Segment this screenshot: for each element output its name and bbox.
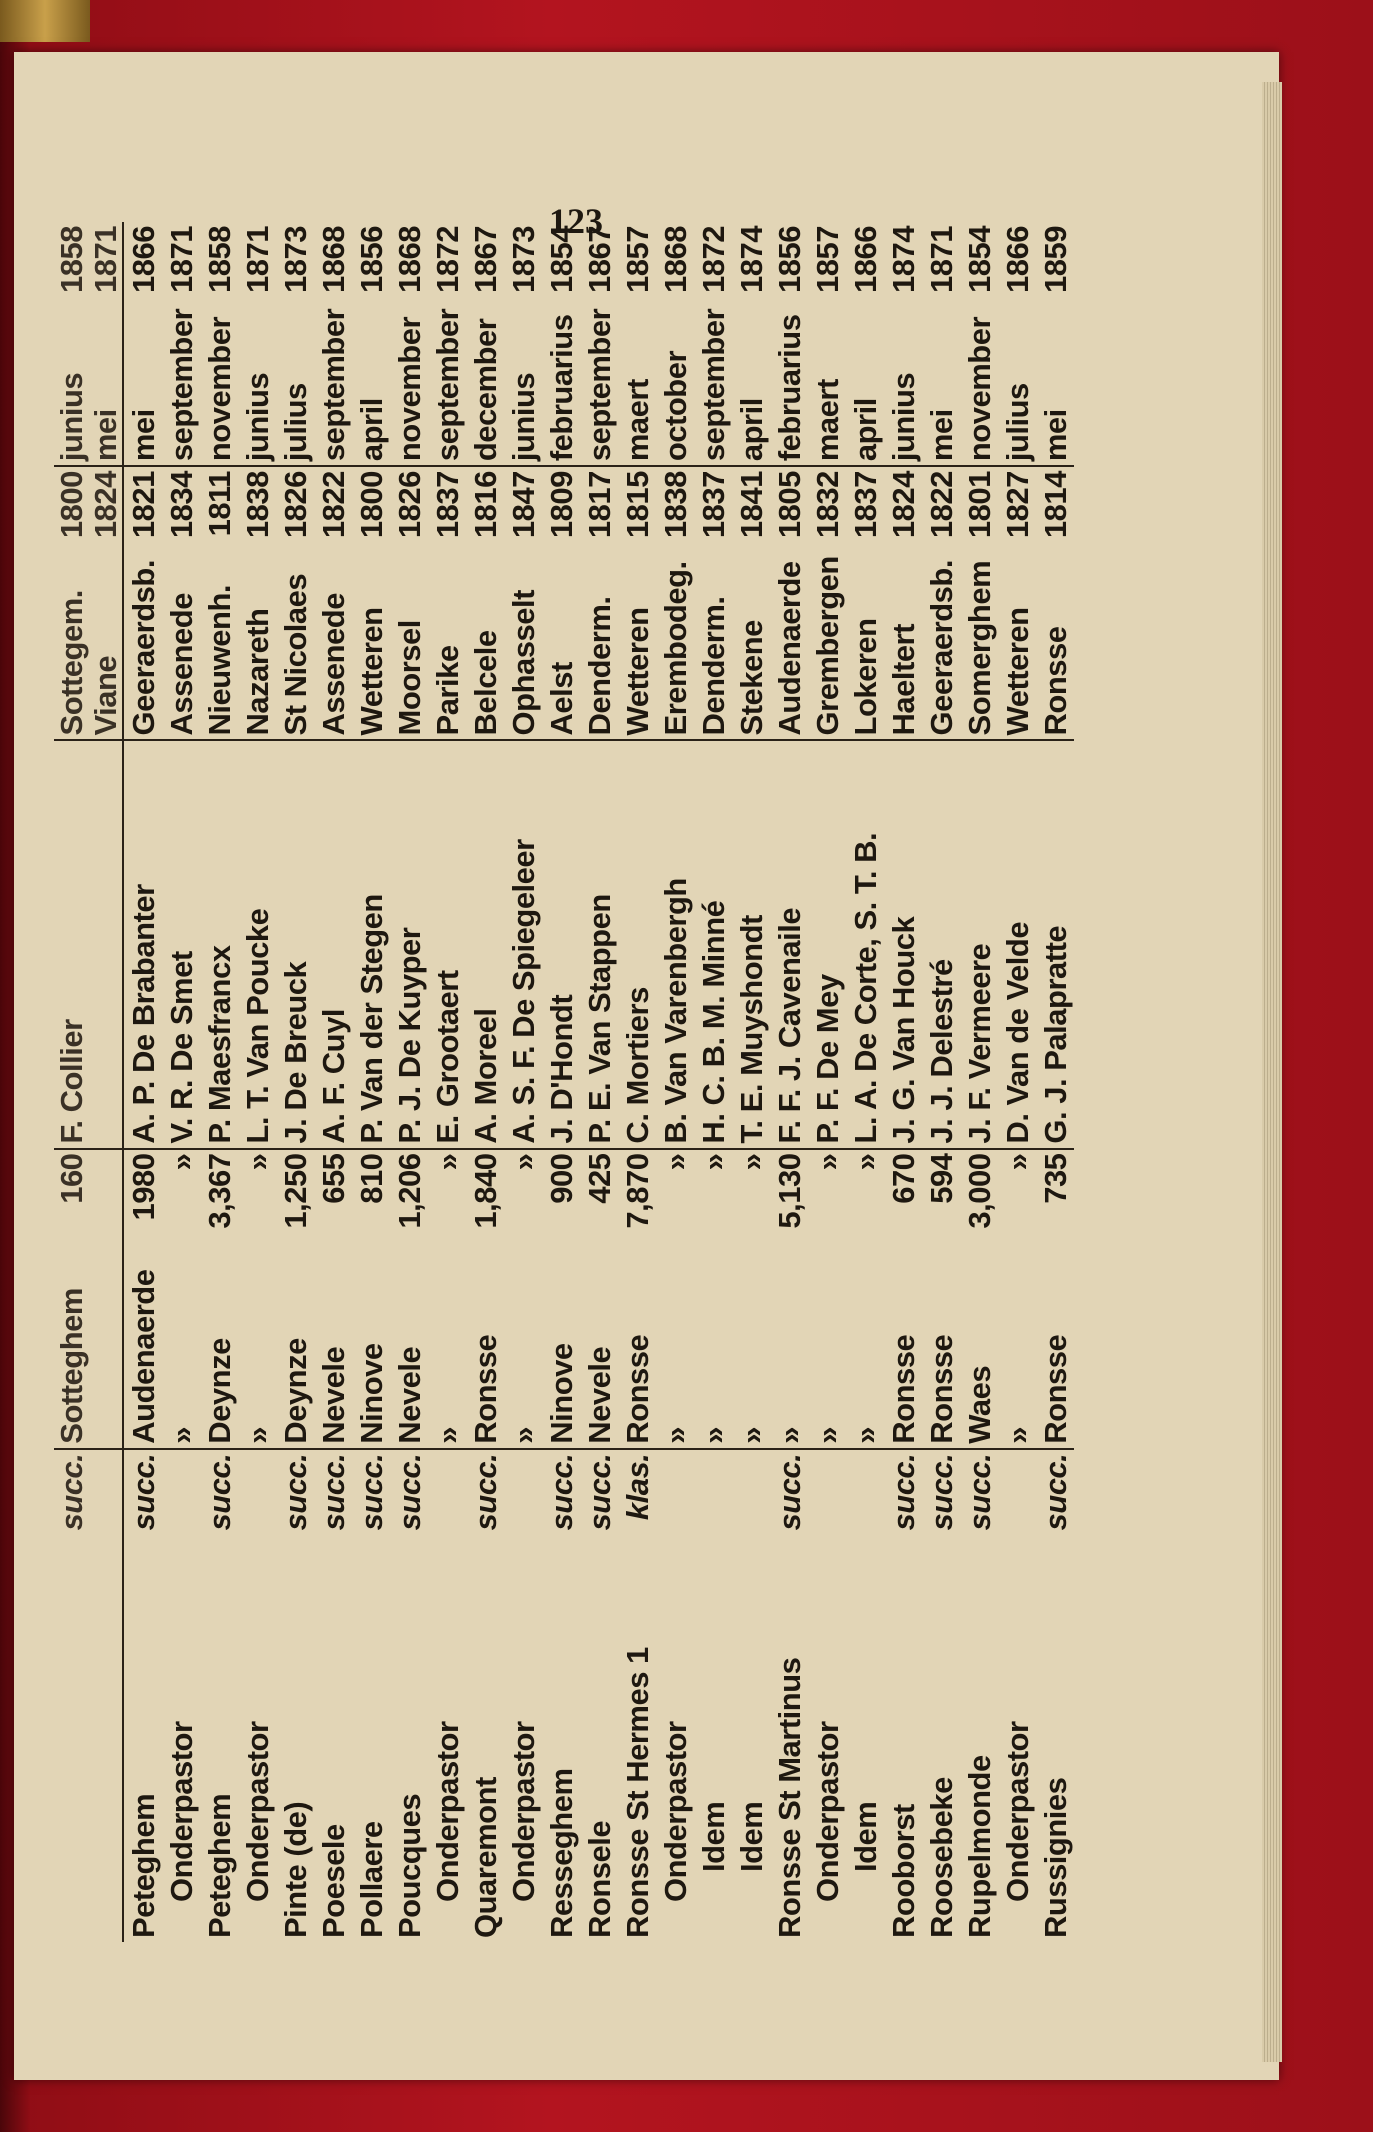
table-row	[998, 222, 1036, 1942]
cell-parish: Onderpastor	[999, 1721, 1035, 1902]
cell-born: Sottegem.	[54, 544, 88, 740]
cell-name: A. P. De Brabanter	[123, 740, 162, 1148]
register-table-rotated	[54, 222, 1229, 1942]
cell-ayear: 1866	[123, 222, 162, 299]
cell-rank	[88, 1449, 123, 1566]
cell-rank: klas.	[619, 1453, 655, 1521]
cell-born: Nieuwenh.	[200, 544, 238, 740]
cell-pop: »	[998, 1149, 1036, 1266]
cell-born: Wetteren	[998, 544, 1036, 740]
cell-ayear: 1871	[87, 226, 123, 293]
cell-ayear: 1874	[885, 226, 921, 293]
cell-pop: 670	[884, 1149, 922, 1266]
cell-rank: succ.	[923, 1453, 959, 1531]
cell-month: september	[315, 308, 351, 462]
cell-parish: Onderpastor	[429, 1721, 465, 1902]
page-number: 123	[549, 201, 603, 241]
cell-month: februarius	[771, 314, 807, 462]
cell-month: november	[201, 316, 237, 462]
cell-byear: 1837	[428, 466, 466, 544]
cell-ayear: 1872	[695, 226, 731, 293]
cell-parish: Resseghem	[543, 1768, 579, 1938]
cell-rank: succ.	[53, 1453, 89, 1531]
cell-ayear: 1866	[847, 226, 883, 293]
cell-byear: 1837	[694, 466, 732, 544]
cell-pop: 5,130	[770, 1149, 808, 1266]
cell-canton: »	[998, 1266, 1036, 1449]
cell-canton: »	[808, 1266, 846, 1449]
cell-month: mei	[1037, 409, 1073, 462]
cell-canton: »	[656, 1266, 694, 1449]
cell-pop: 810	[352, 1149, 390, 1266]
cell-pop: 1,840	[466, 1149, 504, 1266]
cell-canton	[88, 1266, 123, 1449]
cell-byear: 1800	[54, 466, 88, 544]
register-table	[54, 222, 1074, 1942]
cell-byear: 1811	[200, 466, 238, 544]
cell-parish	[54, 1566, 88, 1942]
cell-name: P. F. De Mey	[809, 974, 845, 1144]
cell-rank	[846, 1449, 884, 1566]
table-row	[694, 222, 732, 1942]
cell-byear: 1801	[960, 466, 998, 544]
cell-month: september	[581, 308, 617, 462]
cell-canton: Ronsse	[466, 1266, 504, 1449]
cell-parish	[88, 1566, 123, 1942]
table-row	[732, 222, 770, 1942]
table-row	[276, 222, 314, 1942]
cell-canton: »	[504, 1266, 542, 1449]
cell-name: J. G. Van Houck	[885, 916, 921, 1144]
cell-name: F. Collier	[53, 1019, 89, 1144]
cell-byear: 1816	[466, 466, 504, 544]
cell-name: P. E. Van Stappen	[581, 894, 617, 1144]
page-edges	[1262, 82, 1282, 2062]
cell-ayear: 1858	[201, 226, 237, 293]
cell-parish: Ronsele	[581, 1820, 617, 1938]
table-row	[618, 222, 656, 1942]
cell-name: P. Maesfrancx	[201, 945, 237, 1144]
cell-parish: Onderpastor	[163, 1721, 199, 1902]
cell-rank: succ.	[543, 1453, 579, 1531]
cell-parish: Onderpastor	[505, 1721, 541, 1902]
cell-pop: »	[808, 1149, 846, 1266]
table-row	[960, 222, 998, 1942]
cell-byear: 1837	[846, 466, 884, 544]
cell-rank	[238, 1449, 276, 1566]
cell-rank: succ.	[391, 1453, 427, 1531]
cell-pop: »	[846, 1149, 884, 1266]
table-row	[922, 222, 960, 1942]
cell-pop	[88, 1149, 123, 1266]
cell-parish: Ronsse St Hermes 1	[619, 1647, 655, 1938]
cell-canton: Deynze	[276, 1266, 314, 1449]
cell-name: P. J. De Kuyper	[391, 927, 427, 1144]
cell-parish: Onderpastor	[657, 1721, 693, 1902]
cell-born: Ophasselt	[504, 544, 542, 740]
cell-byear: 1815	[618, 466, 656, 544]
cell-parish: Rooborst	[885, 1804, 921, 1938]
table-row	[466, 222, 504, 1942]
cell-canton: Nevele	[580, 1266, 618, 1449]
cell-born: Somerghem	[960, 544, 998, 740]
cell-byear: 1838	[238, 466, 276, 544]
cell-born: Moorsel	[390, 544, 428, 740]
cell-month: julius	[999, 383, 1035, 462]
cell-parish: Idem	[847, 1801, 883, 1872]
cell-rank	[656, 1449, 694, 1566]
cell-parish: Peteghem	[201, 1793, 237, 1938]
cell-born: Assenede	[162, 544, 200, 740]
cell-pop: »	[694, 1149, 732, 1266]
cell-born: Haeltert	[884, 544, 922, 740]
cell-name: A. S. F. De Spiegeleer	[505, 839, 541, 1144]
cell-parish: Idem	[695, 1801, 731, 1872]
cell-rank	[694, 1449, 732, 1566]
cell-name: G. J. Palapratte	[1037, 925, 1073, 1144]
table-row	[884, 222, 922, 1942]
cell-month: mei	[87, 409, 123, 462]
cell-pop: »	[162, 1149, 200, 1266]
cell-pop: 7,870	[618, 1149, 656, 1266]
cell-month: julius	[277, 383, 313, 462]
cell-month: mei	[923, 409, 959, 462]
cell-ayear: 1854	[961, 226, 997, 293]
cell-ayear: 1868	[657, 226, 693, 293]
cell-byear: 1800	[352, 466, 390, 544]
cell-born: Wetteren	[618, 544, 656, 740]
cell-parish: Quaremont	[467, 1777, 503, 1938]
previous-page-rows	[54, 222, 123, 1942]
cell-month: februarius	[543, 314, 579, 462]
cell-name: A. Moreel	[467, 1008, 503, 1144]
table-row	[123, 222, 162, 1942]
cell-parish: Roosebeke	[923, 1777, 959, 1938]
cell-ayear: 1858	[53, 226, 89, 293]
table-row	[54, 222, 88, 1942]
cell-parish: Rupelmonde	[961, 1755, 997, 1938]
table-row	[504, 222, 542, 1942]
cell-rank: succ.	[353, 1453, 389, 1531]
cell-canton: Ninove	[352, 1266, 390, 1449]
cell-ayear: 1867	[581, 226, 617, 293]
cell-born: Lokeren	[846, 544, 884, 740]
cell-ayear: 1872	[429, 226, 465, 293]
cell-byear: 1834	[162, 466, 200, 544]
cell-rank	[998, 1449, 1036, 1566]
cell-ayear: 1866	[999, 226, 1035, 293]
cell-pop: »	[238, 1149, 276, 1266]
cell-name: J. J. Delestré	[923, 959, 959, 1144]
cell-pop: 3,000	[960, 1149, 998, 1266]
cell-rank: succ.	[961, 1453, 997, 1531]
cell-pop: 594	[922, 1149, 960, 1266]
cell-rank	[162, 1449, 200, 1566]
cell-canton: Ronsse	[884, 1266, 922, 1449]
cell-name: H. C. B. M. Minné	[695, 900, 731, 1144]
cell-parish: Ronsse St Martinus	[771, 1657, 807, 1938]
cell-ayear: 1871	[163, 226, 199, 293]
cell-born: Viane	[88, 544, 123, 740]
cell-canton: Deynze	[200, 1266, 238, 1449]
table-row	[352, 222, 390, 1942]
cell-ayear: 1868	[315, 226, 351, 293]
cell-pop: 1,250	[276, 1149, 314, 1266]
table-row	[542, 222, 580, 1942]
cell-rank: succ.	[123, 1449, 162, 1566]
table-row	[314, 222, 352, 1942]
cell-rank: succ.	[1037, 1453, 1073, 1531]
cell-month: september	[429, 308, 465, 462]
cell-byear: 1824	[884, 466, 922, 544]
table-row	[428, 222, 466, 1942]
cell-month: november	[961, 316, 997, 462]
cell-ayear: 1857	[809, 226, 845, 293]
cell-canton: »	[428, 1266, 466, 1449]
cell-pop: 425	[580, 1149, 618, 1266]
cell-rank: succ.	[277, 1453, 313, 1531]
cell-pop: 3,367	[200, 1149, 238, 1266]
cell-canton: Nevele	[390, 1266, 428, 1449]
cell-parish: Onderpastor	[809, 1721, 845, 1902]
cell-byear: 1841	[732, 466, 770, 544]
cell-canton: Ronsse	[618, 1266, 656, 1449]
cell-canton: Audenaerde	[123, 1266, 162, 1449]
cell-born: Denderm.	[580, 544, 618, 740]
cell-ayear: 1856	[771, 226, 807, 293]
cell-byear: 1832	[808, 466, 846, 544]
cell-byear: 1838	[656, 466, 694, 544]
cell-month: september	[695, 308, 731, 462]
cell-parish: Russignies	[1037, 1777, 1073, 1938]
cell-month: september	[163, 308, 199, 462]
cell-ayear: 1854	[543, 226, 579, 293]
cell-born: Geeraerdsb.	[922, 544, 960, 740]
cell-rank: succ.	[885, 1453, 921, 1531]
cell-month: maert	[809, 379, 845, 462]
gilt-ornament	[0, 0, 90, 42]
cell-canton: Ronsse	[1036, 1266, 1074, 1449]
cell-name: L. T. Van Poucke	[239, 908, 275, 1144]
cell-byear: 1817	[580, 466, 618, 544]
cell-canton: Ronsse	[922, 1266, 960, 1449]
cell-pop: 1980	[123, 1149, 162, 1266]
table-row	[88, 222, 123, 1942]
cell-byear: 1847	[504, 466, 542, 544]
cell-month: april	[733, 398, 769, 462]
cell-canton: Sotteghem	[54, 1266, 88, 1449]
cell-byear: 1821	[123, 466, 162, 544]
cell-byear: 1809	[542, 466, 580, 544]
cell-parish: Pollaere	[353, 1821, 389, 1938]
cell-name: P. Van der Stegen	[353, 894, 389, 1144]
table-row	[238, 222, 276, 1942]
cell-born: Assenede	[314, 544, 352, 740]
cell-born: Wetteren	[352, 544, 390, 740]
table-row	[846, 222, 884, 1942]
cell-ayear: 1868	[391, 226, 427, 293]
cell-ayear: 1867	[467, 226, 503, 293]
cell-ayear: 1873	[277, 226, 313, 293]
cell-name: J. D'Hondt	[543, 994, 579, 1144]
cell-month: december	[467, 318, 503, 462]
table-row	[580, 222, 618, 1942]
cell-month: junius	[505, 372, 541, 462]
cell-ayear: 1871	[923, 226, 959, 293]
cell-pop: »	[504, 1149, 542, 1266]
cell-name: C. Mortiers	[619, 987, 655, 1144]
cell-rank	[808, 1449, 846, 1566]
cell-pop: 655	[314, 1149, 352, 1266]
table-row	[200, 222, 238, 1942]
cell-pop: 1,206	[390, 1149, 428, 1266]
cell-born: Parike	[428, 544, 466, 740]
cell-canton: »	[770, 1266, 808, 1449]
cell-rank: succ.	[315, 1453, 351, 1531]
cell-rank	[732, 1449, 770, 1566]
cell-born: Belcele	[466, 544, 504, 740]
cell-pop: 900	[542, 1149, 580, 1266]
cell-byear: 1822	[922, 466, 960, 544]
cell-ayear: 1874	[733, 226, 769, 293]
cell-rank	[428, 1449, 466, 1566]
register-rows	[123, 222, 1074, 1942]
cell-ayear: 1871	[239, 226, 275, 293]
cell-parish: Poesele	[315, 1824, 351, 1938]
cell-rank: succ.	[201, 1453, 237, 1531]
cell-name: E. Grootaert	[429, 970, 465, 1144]
cell-canton: »	[846, 1266, 884, 1449]
cell-parish: Onderpastor	[239, 1721, 275, 1902]
cell-month: junius	[53, 372, 89, 462]
cell-canton: Ninove	[542, 1266, 580, 1449]
cell-canton: »	[732, 1266, 770, 1449]
cell-born: Stekene	[732, 544, 770, 740]
cell-born: Ronsse	[1036, 544, 1074, 740]
cell-canton: »	[162, 1266, 200, 1449]
cell-ayear: 1857	[619, 226, 655, 293]
cell-name: A. F. Cuyl	[315, 1009, 351, 1144]
cell-month: november	[391, 316, 427, 462]
cell-name: J. F. Vermeere	[961, 943, 997, 1144]
cell-name: J. De Breuck	[277, 961, 313, 1144]
cell-name: D. Van de Velde	[999, 921, 1035, 1144]
cell-ayear: 1873	[505, 226, 541, 293]
cell-month: april	[847, 398, 883, 462]
cell-name	[88, 740, 123, 1148]
cell-born: Audenaerde	[770, 544, 808, 740]
cell-month: april	[353, 398, 389, 462]
cell-name: T. E. Muyshondt	[733, 915, 769, 1144]
table-row	[808, 222, 846, 1942]
cell-pop: »	[428, 1149, 466, 1266]
cell-born: Geeraerdsb.	[123, 544, 162, 740]
cell-parish: Idem	[733, 1801, 769, 1872]
cell-born: Denderm.	[694, 544, 732, 740]
cell-pop: »	[656, 1149, 694, 1266]
cell-name: L. A. De Corte, S. T. B.	[847, 832, 883, 1144]
cell-rank: succ.	[467, 1453, 503, 1531]
book-page	[14, 52, 1279, 2080]
cell-byear: 1826	[390, 466, 428, 544]
cell-born: Grembergen	[808, 544, 846, 740]
cell-byear: 1814	[1036, 466, 1074, 544]
cell-rank	[504, 1449, 542, 1566]
cell-byear: 1805	[770, 466, 808, 544]
cell-name: B. Van Varenbergh	[657, 878, 693, 1144]
cell-canton: Nevele	[314, 1266, 352, 1449]
table-row	[1036, 222, 1074, 1942]
table-row	[656, 222, 694, 1942]
cell-month: junius	[239, 372, 275, 462]
table-row	[770, 222, 808, 1942]
cell-ayear: 1856	[353, 226, 389, 293]
cell-canton: »	[238, 1266, 276, 1449]
cell-canton: »	[694, 1266, 732, 1449]
table-row	[162, 222, 200, 1942]
cell-born: Erembodeg.	[656, 544, 694, 740]
cell-pop: 160	[54, 1149, 88, 1266]
cell-born: Nazareth	[238, 544, 276, 740]
cell-rank: succ.	[771, 1453, 807, 1531]
cell-pop: »	[732, 1149, 770, 1266]
cell-month: maert	[619, 379, 655, 462]
cell-ayear: 1859	[1037, 226, 1073, 293]
cell-name: V. R. De Smet	[163, 951, 199, 1144]
cell-born: Aelst	[542, 544, 580, 740]
cell-rank: succ.	[581, 1453, 617, 1531]
cell-byear: 1822	[314, 466, 352, 544]
cell-name: F. F. J. Cavenaile	[771, 907, 807, 1144]
table-row	[390, 222, 428, 1942]
cell-byear: 1826	[276, 466, 314, 544]
cell-parish: Peteghem	[123, 1566, 162, 1942]
cell-month: october	[657, 350, 693, 462]
cell-pop: 735	[1036, 1149, 1074, 1266]
cell-parish: Poucques	[391, 1793, 427, 1938]
cell-canton: Waes	[960, 1266, 998, 1449]
cell-byear: 1824	[88, 466, 123, 544]
cell-month: junius	[885, 372, 921, 462]
cell-parish: Pinte (de)	[277, 1801, 313, 1938]
cell-born: St Nicolaes	[276, 544, 314, 740]
cell-month: mei	[123, 299, 162, 466]
cell-byear: 1827	[998, 466, 1036, 544]
